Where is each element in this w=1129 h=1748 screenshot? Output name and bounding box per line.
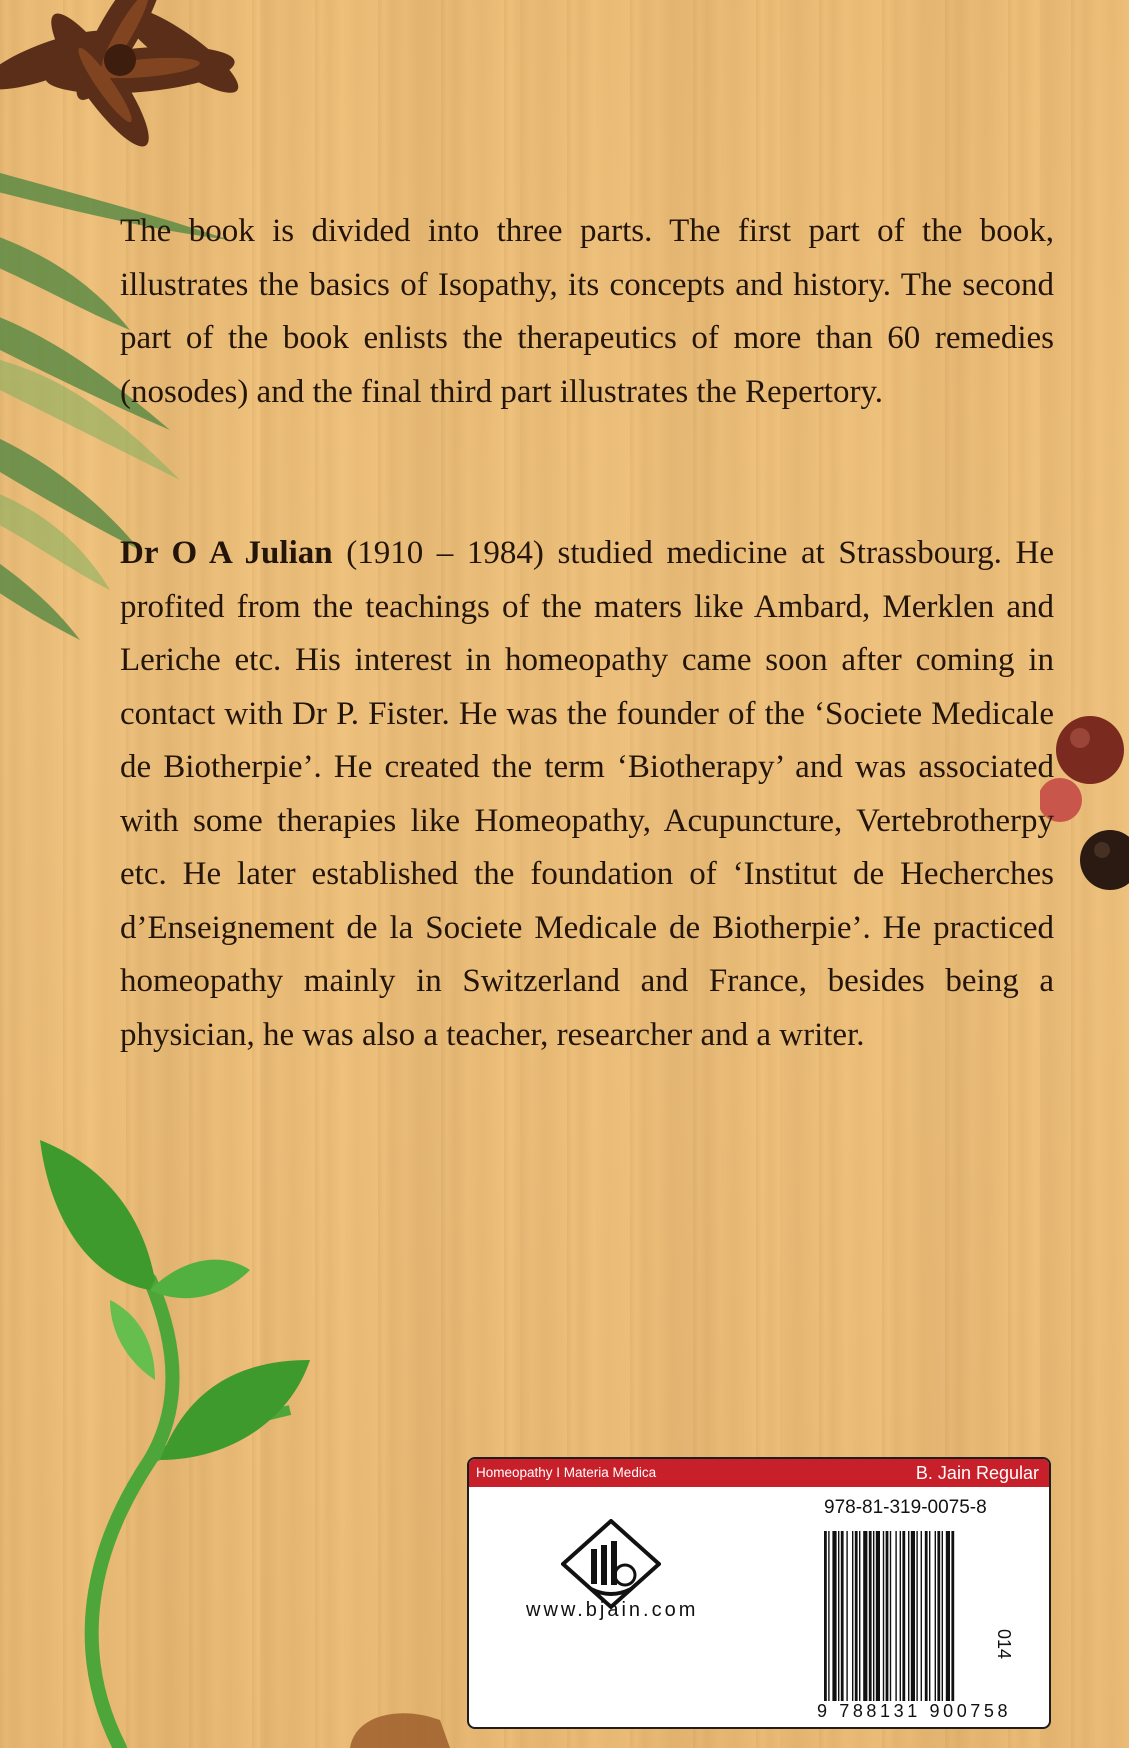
- barcode-bar: [883, 1531, 884, 1703]
- barcode-bar: [921, 1531, 922, 1703]
- barcode-bar: [824, 1531, 827, 1703]
- book-description: The book is divided into three parts. The first part of the book, illustrates the basics of Isopathy, its concepts and history. The second part of the book enlists the therapeutics of more than 60 remedies (nosodes) and the final third part illustrates the Repertory.: [120, 213, 1054, 410]
- barcode-bar: [895, 1531, 896, 1703]
- barcode-bar: [841, 1531, 844, 1703]
- barcode-bar: [902, 1531, 905, 1703]
- spice-crumb-icon: [340, 1700, 460, 1748]
- barcode-bar: [916, 1531, 917, 1703]
- barcode-bar: [951, 1531, 954, 1703]
- barcode-bar: [828, 1531, 829, 1703]
- category-bar: [469, 1459, 1049, 1487]
- barcode-bar: [929, 1531, 930, 1703]
- publisher-label: [467, 1457, 1051, 1729]
- barcode-bar: [838, 1531, 839, 1703]
- barcode-bar: [946, 1531, 950, 1703]
- author-bio-text: (1910 – 1984) studied medicine at Strassbourg. He profited from the teachings of the maters like Ambard, Merklen and Leriche etc. His interest in homeopathy came soon after coming in contact with Dr P. Fister. He was the founder of the ‘Societe Medicale de Biotherpie’. He created the term ‘Biotherapy’ and was associated with some therapies like Homeopathy, Acupuncture, Vertebrotherpy etc. He later established the foundation of ‘Institut de Hecherches d’Enseignement de la Societe Medicale de Biotherpie’. He practiced homeopathy mainly in Switzerland and France, besides being a physician, he was also a teacher, researcher and a writer.: [120, 535, 1054, 1053]
- isbn-text: 978-81-319-0075-8: [824, 1497, 987, 1518]
- seedling-icon: [30, 1130, 330, 1748]
- barcode-bar: [937, 1531, 940, 1703]
- author-bio: [120, 527, 1054, 1062]
- imprint-text: B. Jain Regular: [915, 1463, 1039, 1483]
- addon-code: 014: [994, 1629, 1014, 1660]
- barcode-bar: [863, 1531, 867, 1703]
- barcode-bar: [852, 1531, 853, 1703]
- author-name: Dr O A Julian: [120, 535, 333, 571]
- category-text: Homeopathy I Materia Medica: [476, 1465, 657, 1480]
- barcode-bar: [911, 1531, 915, 1703]
- barcode-bar: [925, 1531, 928, 1703]
- barcode-bar: [900, 1531, 901, 1703]
- barcode-bar: [873, 1531, 874, 1703]
- barcode-bar: [876, 1531, 880, 1703]
- barcode-bar: [942, 1531, 943, 1703]
- barcode-bar: [935, 1531, 936, 1703]
- barcode-bar: [886, 1531, 889, 1703]
- barcode-bar: [846, 1531, 847, 1703]
- barcode-bar: [869, 1531, 872, 1703]
- barcode-bar: [832, 1531, 836, 1703]
- website-text: www.bjain.com: [526, 1599, 699, 1621]
- barcode-number: 9 788131 900758: [817, 1701, 1012, 1721]
- barcode-bar: [855, 1531, 858, 1703]
- barcode-bar: [890, 1531, 891, 1703]
- barcode-bar: [908, 1531, 909, 1703]
- barcode-bar: [859, 1531, 860, 1703]
- barcode-icon: [824, 1531, 1004, 1703]
